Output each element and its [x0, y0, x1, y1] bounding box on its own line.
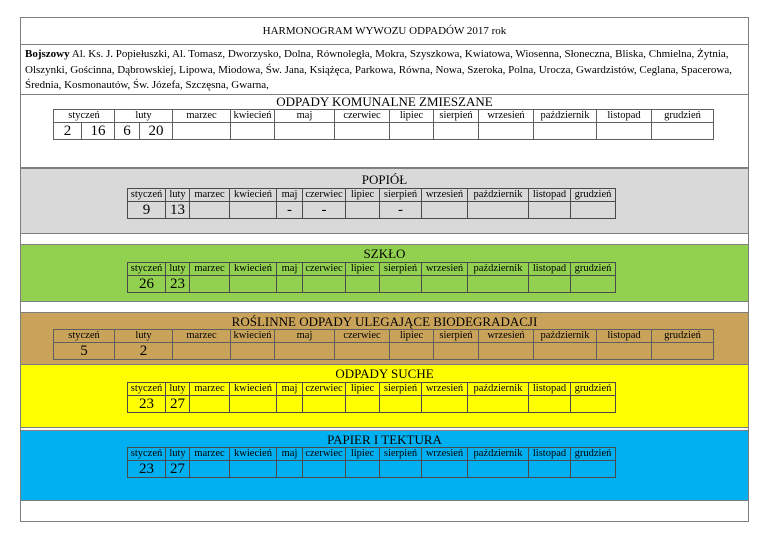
month-cell: grudzień [571, 263, 616, 276]
date-cell [529, 202, 571, 219]
month-cell: marzec [190, 263, 230, 276]
date-cell [303, 276, 346, 293]
month-cell: maj [275, 110, 335, 123]
streets-text: Al. Ks. J. Popiełuszki, Al. Tomasz, Dworzysko, Dolna, Równoległa, Mokra, Szyszkowa, Kwiatowa, Wiosenna, Słoneczna, Bliska, Chmielna, Żytnia, Olszynki, Gościnna, Dąbrowskiej, Lipowa, Miodowa, Św. Jana, Książęca, Parkowa, Równa, Nowa, Szeroka, Polna, Urocza, Gwardzistów, Ceglana, Spacerowa, Średnia, Kosmonautów, Św. Józefa, Szczęsna, Gwarna, [25, 48, 732, 91]
document-title: HARMONOGRAM WYWOZU ODPADÓW 2017 rok [21, 18, 748, 45]
month-cell: marzec [190, 448, 230, 461]
month-cell: luty [166, 448, 190, 461]
date-cell: - [277, 202, 303, 219]
month-cell: luty [166, 383, 190, 396]
szklo-table [127, 262, 616, 293]
section-title-roslinne: ROŚLINNE ODPADY ULEGAJĄCE BIODEGRADACJI [231, 314, 538, 329]
date-cell: - [303, 202, 346, 219]
locality-name: Bojszowy [25, 48, 70, 60]
month-cell: listopad [529, 263, 571, 276]
date-cell [231, 343, 275, 360]
date-cell [346, 461, 380, 478]
section-title-szklo: SZKŁO [363, 246, 406, 261]
month-cell: sierpień [434, 330, 479, 343]
suche-table [127, 382, 616, 413]
date-cell: 26 [128, 276, 166, 293]
month-cell: wrzesień [422, 263, 468, 276]
month-cell: wrzesień [422, 383, 468, 396]
month-cell: sierpień [380, 383, 422, 396]
month-cell: czerwiec [303, 189, 346, 202]
date-cell [230, 202, 277, 219]
month-cell: listopad [529, 383, 571, 396]
month-cell: październik [468, 448, 529, 461]
month-cell: styczeń [128, 383, 166, 396]
month-cell: listopad [597, 330, 652, 343]
month-cell: wrzesień [422, 189, 468, 202]
date-cell [422, 396, 468, 413]
month-header-row [54, 110, 714, 123]
section-popiol [21, 168, 748, 234]
date-cell: 9 [128, 202, 166, 219]
month-cell: luty [166, 189, 190, 202]
dates-row [128, 276, 616, 293]
date-cell [303, 461, 346, 478]
month-cell: kwiecień [231, 110, 275, 123]
month-cell: czerwiec [303, 383, 346, 396]
month-cell: czerwiec [303, 263, 346, 276]
month-cell: lipiec [346, 189, 380, 202]
date-cell [597, 123, 652, 140]
dates-row [54, 123, 714, 140]
date-cell [230, 396, 277, 413]
date-cell [652, 123, 714, 140]
month-cell: kwiecień [230, 263, 277, 276]
section-title-suche: ODPADY SUCHE [335, 366, 434, 381]
month-cell: luty [115, 110, 173, 123]
date-cell [468, 461, 529, 478]
month-cell: październik [534, 110, 597, 123]
month-cell: maj [277, 448, 303, 461]
month-cell: kwiecień [231, 330, 275, 343]
month-cell: grudzień [652, 110, 714, 123]
date-cell [380, 276, 422, 293]
date-cell [422, 276, 468, 293]
date-cell [529, 276, 571, 293]
date-cell [346, 276, 380, 293]
month-cell: czerwiec [335, 110, 390, 123]
date-cell [529, 396, 571, 413]
month-cell: grudzień [571, 448, 616, 461]
dates-row [128, 461, 616, 478]
month-header-row [128, 448, 616, 461]
section-title-popiol: POPIÓŁ [361, 172, 408, 187]
date-cell [230, 461, 277, 478]
month-cell: styczeń [128, 263, 166, 276]
popiol-table [127, 188, 616, 219]
month-cell: styczeń [128, 448, 166, 461]
date-cell [571, 202, 616, 219]
date-cell [479, 343, 534, 360]
month-cell: październik [468, 189, 529, 202]
date-cell [534, 123, 597, 140]
month-cell: lipiec [346, 383, 380, 396]
month-cell: wrzesień [479, 330, 534, 343]
month-cell: styczeń [54, 330, 115, 343]
section-roslinne [21, 312, 748, 372]
date-cell [597, 343, 652, 360]
date-cell: 2 [54, 123, 82, 140]
date-cell [468, 396, 529, 413]
month-cell: czerwiec [335, 330, 390, 343]
date-cell: 5 [54, 343, 115, 360]
dates-row [128, 202, 616, 219]
date-cell [390, 123, 434, 140]
date-cell [190, 396, 230, 413]
date-cell: - [380, 202, 422, 219]
month-cell: czerwiec [303, 448, 346, 461]
month-cell: październik [468, 383, 529, 396]
date-cell [190, 202, 230, 219]
date-cell: 23 [128, 396, 166, 413]
date-cell: 23 [166, 276, 190, 293]
date-cell: 27 [166, 461, 190, 478]
date-cell [468, 276, 529, 293]
month-cell: październik [468, 263, 529, 276]
section-title-papier: PAPIER I TEKTURA [327, 432, 442, 447]
date-cell [173, 343, 231, 360]
date-cell [434, 343, 479, 360]
roslinne-table [53, 329, 714, 360]
section-suche [21, 364, 748, 428]
month-cell: wrzesień [422, 448, 468, 461]
date-cell [346, 396, 380, 413]
date-cell: 2 [115, 343, 173, 360]
month-cell: lipiec [346, 448, 380, 461]
month-cell: lipiec [390, 330, 434, 343]
date-cell: 13 [166, 202, 190, 219]
date-cell [571, 276, 616, 293]
month-cell: grudzień [571, 189, 616, 202]
date-cell [231, 123, 275, 140]
date-cell [230, 276, 277, 293]
section-papier [21, 430, 748, 501]
papier-table [127, 447, 616, 478]
month-cell: kwiecień [230, 448, 277, 461]
schedule-document [20, 17, 749, 522]
month-cell: lipiec [390, 110, 434, 123]
date-cell [422, 461, 468, 478]
month-cell: styczeń [128, 189, 166, 202]
date-cell [571, 461, 616, 478]
month-cell: marzec [190, 189, 230, 202]
month-cell: kwiecień [230, 383, 277, 396]
date-cell [277, 276, 303, 293]
date-cell [529, 461, 571, 478]
month-header-row [128, 263, 616, 276]
month-cell: listopad [597, 110, 652, 123]
date-cell [422, 202, 468, 219]
month-cell: marzec [173, 330, 231, 343]
date-cell [190, 461, 230, 478]
month-cell: maj [277, 263, 303, 276]
komunalne-table [53, 109, 714, 140]
date-cell [277, 396, 303, 413]
streets-list [25, 47, 745, 94]
section-title-komunalne: ODPADY KOMUNALNE ZMIESZANE [276, 94, 493, 109]
dates-row [128, 396, 616, 413]
date-cell [335, 343, 390, 360]
date-cell [190, 276, 230, 293]
month-cell: styczeń [54, 110, 115, 123]
date-cell [571, 396, 616, 413]
date-cell [275, 123, 335, 140]
month-cell: marzec [173, 110, 231, 123]
date-cell [380, 396, 422, 413]
month-cell: listopad [529, 448, 571, 461]
date-cell [434, 123, 479, 140]
month-cell: marzec [190, 383, 230, 396]
dates-row [54, 343, 714, 360]
month-cell: październik [534, 330, 597, 343]
date-cell [346, 202, 380, 219]
month-cell: grudzień [652, 330, 714, 343]
month-header-row [54, 330, 714, 343]
month-cell: sierpień [380, 448, 422, 461]
month-cell: maj [277, 189, 303, 202]
date-cell [173, 123, 231, 140]
month-cell: luty [115, 330, 173, 343]
section-komunalne [21, 94, 748, 168]
date-cell: 27 [166, 396, 190, 413]
date-cell: 23 [128, 461, 166, 478]
date-cell [390, 343, 434, 360]
date-cell: 16 [82, 123, 115, 140]
month-header-row [128, 383, 616, 396]
month-cell: maj [277, 383, 303, 396]
month-cell: sierpień [380, 263, 422, 276]
date-cell [380, 461, 422, 478]
month-header-row [128, 189, 616, 202]
date-cell [335, 123, 390, 140]
month-cell: grudzień [571, 383, 616, 396]
date-cell [479, 123, 534, 140]
date-cell [534, 343, 597, 360]
date-cell [652, 343, 714, 360]
month-cell: wrzesień [479, 110, 534, 123]
date-cell: 20 [140, 123, 173, 140]
month-cell: lipiec [346, 263, 380, 276]
section-szklo [21, 244, 748, 302]
month-cell: sierpień [380, 189, 422, 202]
month-cell: luty [166, 263, 190, 276]
month-cell: maj [275, 330, 335, 343]
month-cell: listopad [529, 189, 571, 202]
date-cell [303, 396, 346, 413]
date-cell: 6 [115, 123, 140, 140]
date-cell [275, 343, 335, 360]
month-cell: kwiecień [230, 189, 277, 202]
date-cell [277, 461, 303, 478]
date-cell [468, 202, 529, 219]
month-cell: sierpień [434, 110, 479, 123]
